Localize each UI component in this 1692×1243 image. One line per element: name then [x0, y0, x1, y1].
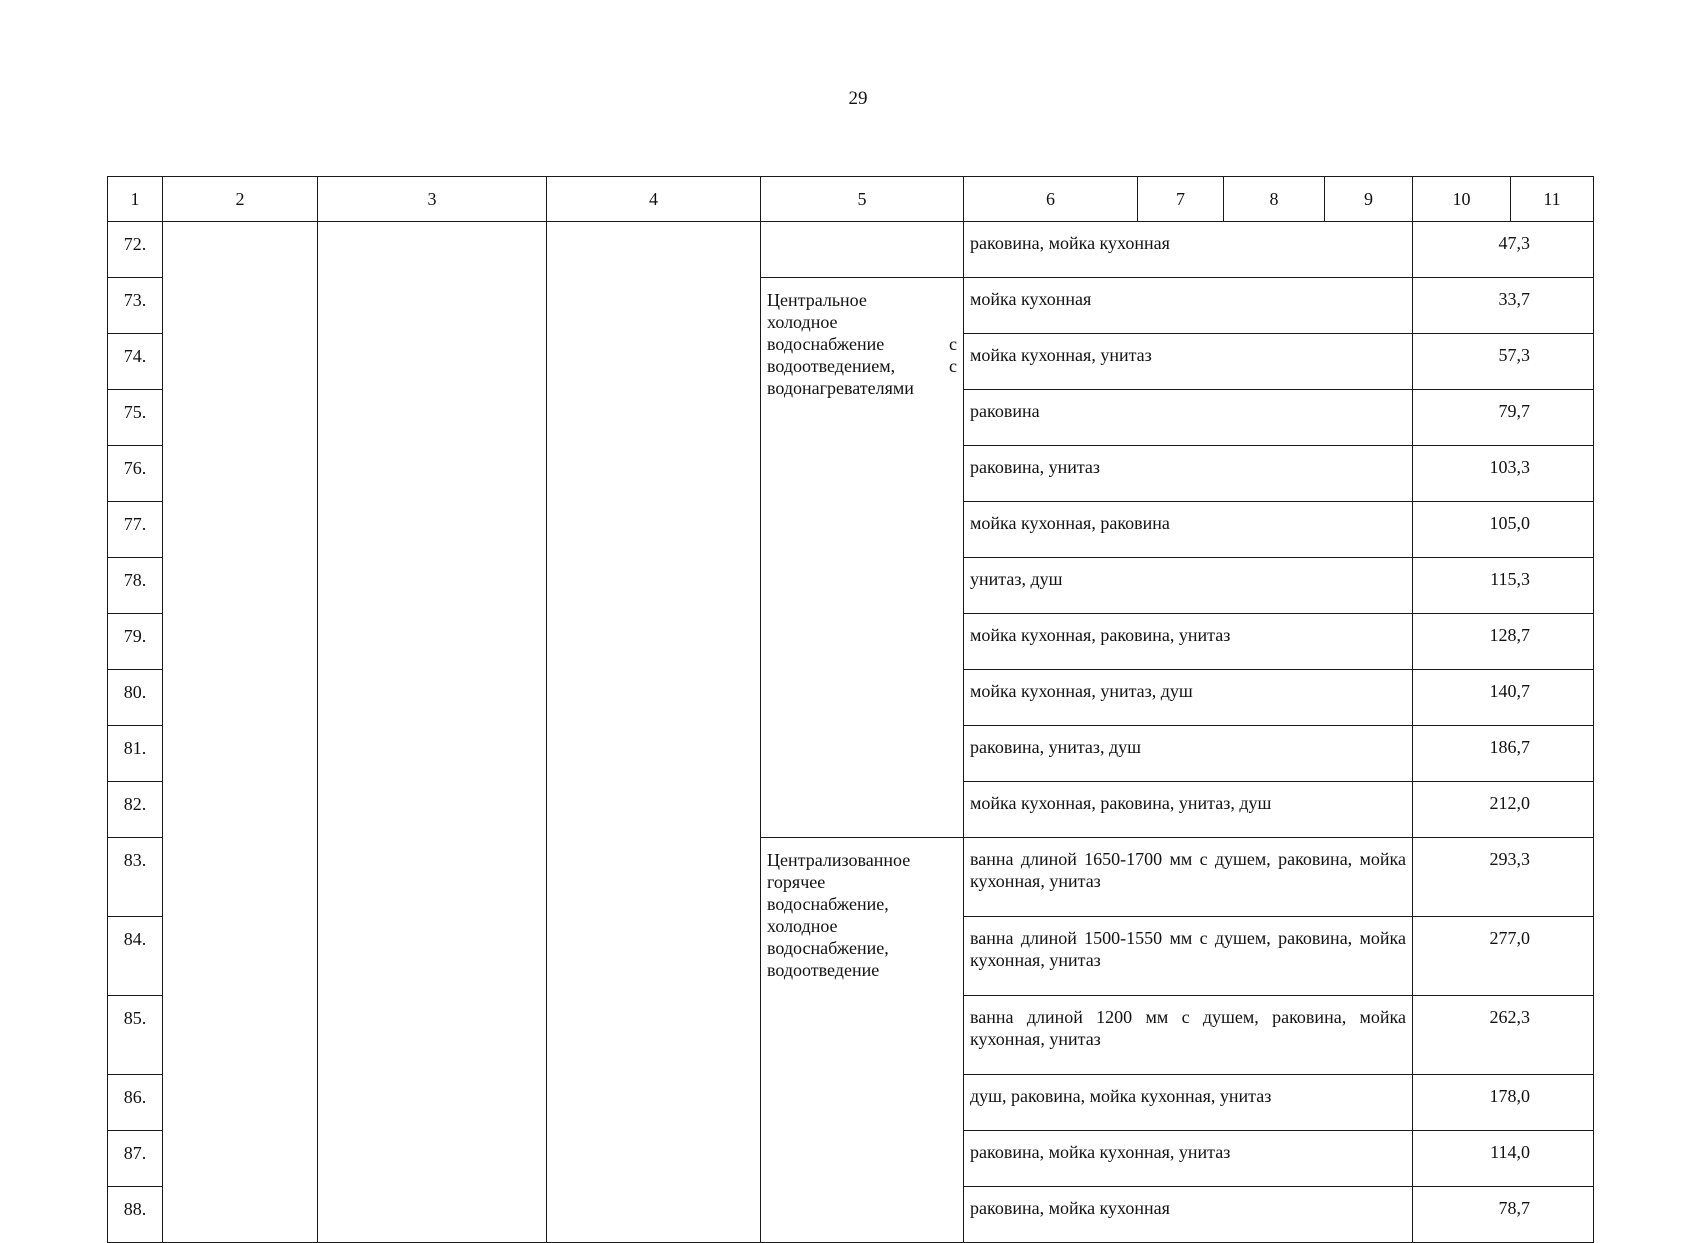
service-type-line: Центральное	[767, 290, 867, 310]
row-number: 88.	[108, 1187, 163, 1243]
equipment-cell: душ, раковина, мойка кухонная, унитаз	[964, 1075, 1413, 1131]
value-cell: 47,3	[1413, 222, 1594, 278]
row-number: 86.	[108, 1075, 163, 1131]
equipment-cell: унитаз, душ	[964, 558, 1413, 614]
equipment-cell: раковина, мойка кухонная, унитаз	[964, 1131, 1413, 1187]
equipment-cell: мойка кухонная, унитаз	[964, 334, 1413, 390]
row-number: 87.	[108, 1131, 163, 1187]
equipment-cell: раковина, унитаз, душ	[964, 726, 1413, 782]
value-cell: 186,7	[1413, 726, 1594, 782]
row-number: 82.	[108, 782, 163, 838]
row-number: 80.	[108, 670, 163, 726]
value-cell: 79,7	[1413, 390, 1594, 446]
row-number: 74.	[108, 334, 163, 390]
service-type-line: водоснабжение с	[767, 334, 957, 354]
value-cell: 128,7	[1413, 614, 1594, 670]
page-number: 29	[848, 88, 868, 109]
value-cell: 105,0	[1413, 502, 1594, 558]
row-number: 83.	[108, 838, 163, 917]
row-number: 72.	[108, 222, 163, 278]
service-type-line: водоснабжение,	[767, 894, 889, 914]
value-cell: 212,0	[1413, 782, 1594, 838]
column-header-3: 3	[318, 177, 547, 222]
service-type-line: водонагревателями	[767, 378, 914, 398]
row-number: 75.	[108, 390, 163, 446]
value-cell: 57,3	[1413, 334, 1594, 390]
service-type-cell	[761, 278, 964, 838]
value-cell: 277,0	[1413, 917, 1594, 996]
column-header-6: 6	[964, 177, 1138, 222]
column-4-cell	[547, 222, 761, 1243]
header-row	[108, 177, 1594, 222]
value-cell: 115,3	[1413, 558, 1594, 614]
row-number: 85.	[108, 996, 163, 1075]
row-number: 79.	[108, 614, 163, 670]
row-number: 76.	[108, 446, 163, 502]
equipment-cell: мойка кухонная, раковина, унитаз	[964, 614, 1413, 670]
equipment-cell: мойка кухонная, раковина, унитаз, душ	[964, 782, 1413, 838]
row-number: 78.	[108, 558, 163, 614]
row-number: 73.	[108, 278, 163, 334]
equipment-cell: раковина	[964, 390, 1413, 446]
column-header-2: 2	[163, 177, 318, 222]
tariff-table	[107, 176, 1594, 1243]
service-type-line: горячее	[767, 872, 826, 892]
service-type-line: водоотведение	[767, 960, 880, 980]
column-3-cell	[318, 222, 547, 1243]
equipment-cell: раковина, мойка кухонная	[964, 222, 1413, 278]
service-type-cell	[761, 222, 964, 278]
row-number: 77.	[108, 502, 163, 558]
column-header-11: 11	[1511, 177, 1594, 222]
service-type-line: холодное	[767, 312, 838, 332]
value-cell: 103,3	[1413, 446, 1594, 502]
service-type-line: водоотведением, с	[767, 356, 957, 376]
column-header-9: 9	[1325, 177, 1413, 222]
value-cell: 114,0	[1413, 1131, 1594, 1187]
equipment-cell: раковина, мойка кухонная	[964, 1187, 1413, 1243]
equipment-cell: мойка кухонная	[964, 278, 1413, 334]
value-cell: 33,7	[1413, 278, 1594, 334]
value-cell: 140,7	[1413, 670, 1594, 726]
service-type-cell	[761, 838, 964, 1243]
service-type-line: водоснабжение,	[767, 938, 889, 958]
equipment-cell: ванна длиной 1200 мм с душем, раковина, мойка кухонная, унитаз	[964, 996, 1413, 1075]
column-header-4: 4	[547, 177, 761, 222]
column-header-10: 10	[1413, 177, 1511, 222]
row-number: 81.	[108, 726, 163, 782]
value-cell: 78,7	[1413, 1187, 1594, 1243]
value-cell: 262,3	[1413, 996, 1594, 1075]
row-number: 84.	[108, 917, 163, 996]
column-2-cell	[163, 222, 318, 1243]
equipment-cell: раковина, унитаз	[964, 446, 1413, 502]
equipment-cell: мойка кухонная, унитаз, душ	[964, 670, 1413, 726]
column-header-5: 5	[761, 177, 964, 222]
equipment-cell: ванна длиной 1650-1700 мм с душем, раковина, мойка кухонная, унитаз	[964, 838, 1413, 917]
table-row	[108, 222, 1594, 278]
value-cell: 178,0	[1413, 1075, 1594, 1131]
service-type-line: Централизованное	[767, 850, 911, 870]
equipment-cell: мойка кухонная, раковина	[964, 502, 1413, 558]
service-type-line: холодное	[767, 916, 838, 936]
equipment-cell: ванна длиной 1500-1550 мм с душем, раковина, мойка кухонная, унитаз	[964, 917, 1413, 996]
column-header-7: 7	[1138, 177, 1224, 222]
column-header-1: 1	[108, 177, 163, 222]
column-header-8: 8	[1224, 177, 1325, 222]
value-cell: 293,3	[1413, 838, 1594, 917]
